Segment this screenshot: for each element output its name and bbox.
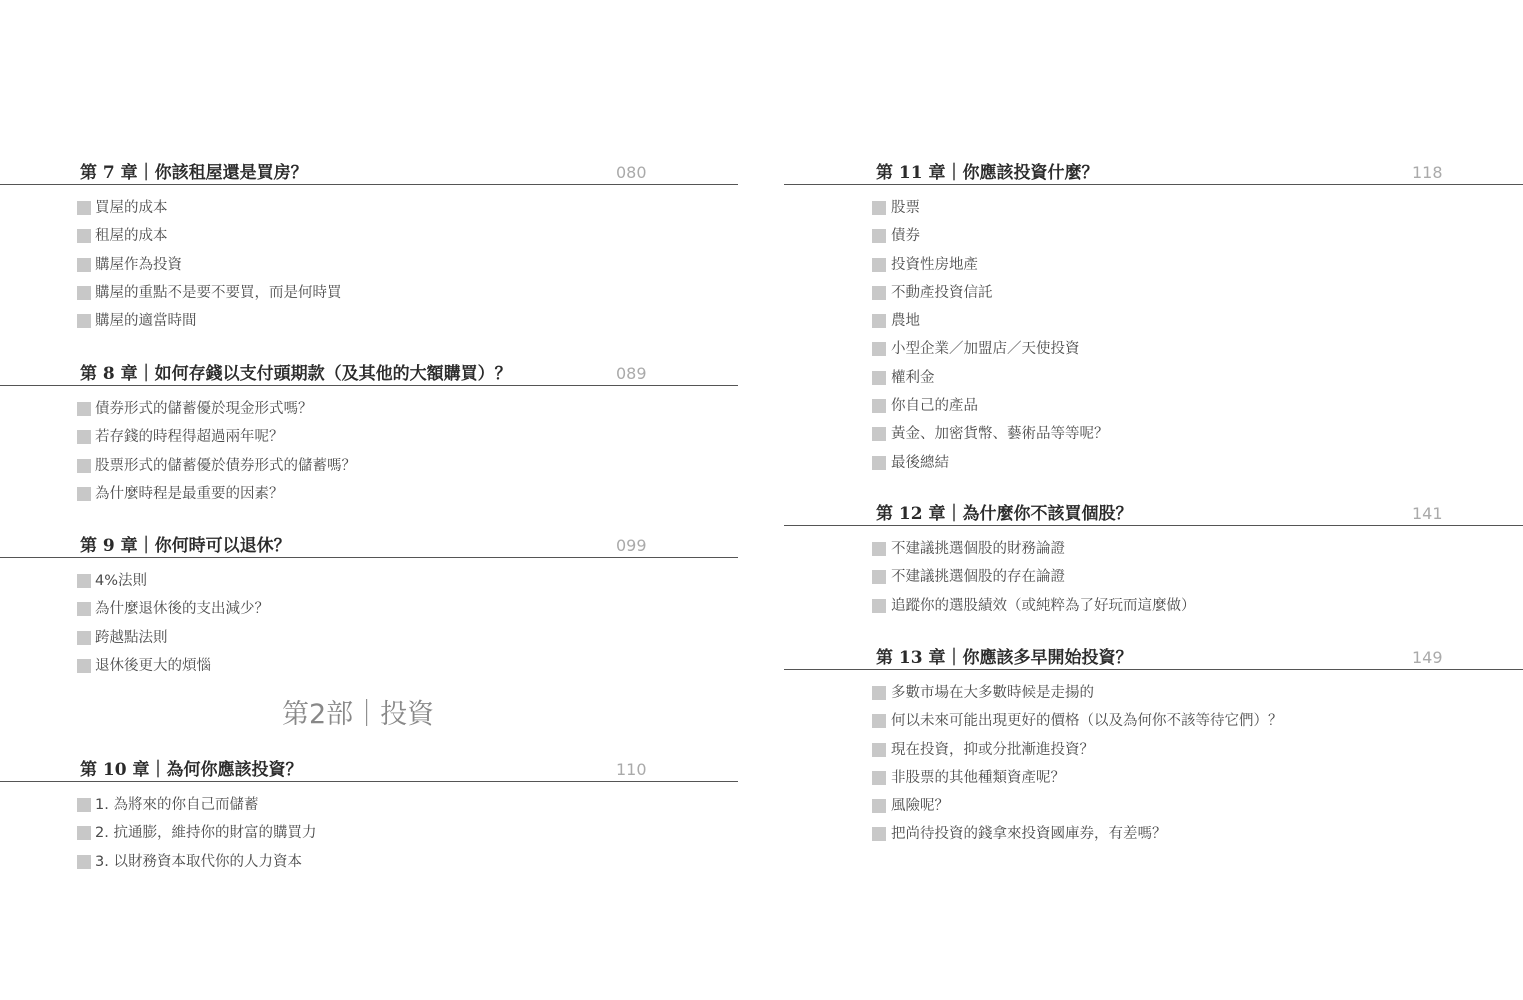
bullet-square-icon bbox=[872, 229, 886, 243]
list-item: 為什麼時程是最重要的因素？ bbox=[0, 480, 738, 508]
chapter-title: 第 8 章｜如何存錢以支付頭期款（及其他的大額購買）？ bbox=[80, 364, 512, 384]
list-item: 購屋作為投資 bbox=[0, 251, 738, 279]
section-list bbox=[784, 670, 1523, 849]
bullet-square-icon bbox=[77, 229, 91, 243]
list-item: 債券 bbox=[784, 222, 1523, 250]
bullet-square-icon bbox=[77, 602, 91, 616]
part-heading: 第2部｜投資 bbox=[282, 699, 435, 730]
bullet-square-icon bbox=[77, 487, 91, 501]
bullet-square-icon bbox=[872, 342, 886, 356]
chapter-13 bbox=[784, 639, 1523, 849]
list-item: 1. 為將來的你自己而儲蓄 bbox=[0, 791, 738, 819]
bullet-square-icon bbox=[77, 659, 91, 673]
bullet-square-icon bbox=[872, 714, 886, 728]
chapter-header bbox=[0, 355, 738, 386]
chapter-title: 第 11 章｜你應該投資什麼？ bbox=[876, 163, 1099, 183]
list-item: 跨越點法則 bbox=[0, 624, 738, 652]
chapter-8 bbox=[0, 355, 738, 508]
page-number: 141 bbox=[1412, 504, 1443, 523]
list-item: 4%法則 bbox=[0, 567, 738, 595]
list-item: 若存錢的時程得超過兩年呢？ bbox=[0, 423, 738, 451]
list-item: 現在投資，抑或分批漸進投資？ bbox=[784, 736, 1523, 764]
list-item: 最後總結 bbox=[784, 449, 1523, 477]
list-item: 何以未來可能出現更好的價格（以及為何你不該等待它們）？ bbox=[784, 707, 1523, 735]
bullet-square-icon bbox=[872, 456, 886, 470]
chapter-header bbox=[784, 154, 1523, 185]
list-item: 追蹤你的選股績效（或純粹為了好玩而這麼做） bbox=[784, 592, 1523, 620]
chapter-title: 第 12 章｜為什麼你不該買個股？ bbox=[876, 504, 1133, 524]
chapter-title: 第 10 章｜為何你應該投資？ bbox=[80, 760, 303, 780]
bullet-square-icon bbox=[77, 402, 91, 416]
list-item: 租屋的成本 bbox=[0, 222, 738, 250]
bullet-square-icon bbox=[77, 459, 91, 473]
page-number: 118 bbox=[1412, 163, 1443, 182]
list-item: 購屋的重點不是要不要買，而是何時買 bbox=[0, 279, 738, 307]
list-item: 2. 抗通膨，維持你的財富的購買力 bbox=[0, 819, 738, 847]
bullet-square-icon bbox=[872, 827, 886, 841]
section-list bbox=[0, 558, 738, 680]
bullet-square-icon bbox=[872, 599, 886, 613]
bullet-square-icon bbox=[872, 399, 886, 413]
list-item: 3. 以財務資本取代你的人力資本 bbox=[0, 848, 738, 876]
list-item: 農地 bbox=[784, 307, 1523, 335]
list-item: 股票 bbox=[784, 194, 1523, 222]
section-list bbox=[784, 526, 1523, 620]
page-number: 110 bbox=[616, 760, 647, 779]
bullet-square-icon bbox=[872, 771, 886, 785]
list-item: 購屋的適當時間 bbox=[0, 307, 738, 335]
list-item: 不建議挑選個股的存在論證 bbox=[784, 563, 1523, 591]
page-number: 080 bbox=[616, 163, 647, 182]
list-item: 把尚待投資的錢拿來投資國庫券，有差嗎？ bbox=[784, 820, 1523, 848]
chapter-header bbox=[784, 639, 1523, 670]
list-item: 退休後更大的煩惱 bbox=[0, 652, 738, 680]
chapter-header bbox=[784, 495, 1523, 526]
bullet-square-icon bbox=[77, 314, 91, 328]
list-item: 你自己的產品 bbox=[784, 392, 1523, 420]
list-item: 小型企業／加盟店／天使投資 bbox=[784, 335, 1523, 363]
bullet-square-icon bbox=[872, 258, 886, 272]
bullet-square-icon bbox=[872, 743, 886, 757]
list-item: 不建議挑選個股的財務論證 bbox=[784, 535, 1523, 563]
bullet-square-icon bbox=[77, 201, 91, 215]
section-list bbox=[0, 185, 738, 335]
page-number: 149 bbox=[1412, 648, 1443, 667]
section-list bbox=[0, 782, 738, 876]
bullet-square-icon bbox=[872, 542, 886, 556]
list-item: 為什麼退休後的支出減少？ bbox=[0, 595, 738, 623]
bullet-square-icon bbox=[872, 686, 886, 700]
bullet-square-icon bbox=[77, 430, 91, 444]
list-item: 權利金 bbox=[784, 364, 1523, 392]
list-item: 多數市場在大多數時候是走揚的 bbox=[784, 679, 1523, 707]
bullet-square-icon bbox=[872, 799, 886, 813]
left-page bbox=[0, 0, 738, 1000]
list-item: 不動產投資信託 bbox=[784, 279, 1523, 307]
chapter-header bbox=[0, 527, 738, 558]
chapter-title: 第 9 章｜你何時可以退休？ bbox=[80, 536, 291, 556]
bullet-square-icon bbox=[872, 201, 886, 215]
bullet-square-icon bbox=[77, 826, 91, 840]
section-list bbox=[0, 386, 738, 508]
chapter-header bbox=[0, 154, 738, 185]
bullet-square-icon bbox=[872, 314, 886, 328]
chapter-12 bbox=[784, 495, 1523, 620]
bullet-square-icon bbox=[77, 286, 91, 300]
list-item: 買屋的成本 bbox=[0, 194, 738, 222]
list-item: 投資性房地產 bbox=[784, 251, 1523, 279]
bullet-square-icon bbox=[872, 427, 886, 441]
chapter-header bbox=[0, 751, 738, 782]
chapter-9 bbox=[0, 527, 738, 680]
chapter-title: 第 7 章｜你該租屋還是買房？ bbox=[80, 163, 308, 183]
bullet-square-icon bbox=[77, 855, 91, 869]
bullet-square-icon bbox=[872, 570, 886, 584]
list-item: 非股票的其他種類資產呢？ bbox=[784, 764, 1523, 792]
right-page bbox=[784, 0, 1523, 1000]
page-number: 089 bbox=[616, 364, 647, 383]
section-list bbox=[784, 185, 1523, 477]
list-item: 風險呢？ bbox=[784, 792, 1523, 820]
bullet-square-icon bbox=[77, 258, 91, 272]
chapter-title: 第 13 章｜你應該多早開始投資？ bbox=[876, 648, 1133, 668]
bullet-square-icon bbox=[77, 798, 91, 812]
bullet-square-icon bbox=[77, 574, 91, 588]
chapter-7 bbox=[0, 154, 738, 335]
page-number: 099 bbox=[616, 536, 647, 555]
chapter-11 bbox=[784, 154, 1523, 477]
bullet-square-icon bbox=[872, 371, 886, 385]
list-item: 黃金、加密貨幣、藝術品等等呢？ bbox=[784, 420, 1523, 448]
list-item: 股票形式的儲蓄優於債券形式的儲蓄嗎？ bbox=[0, 452, 738, 480]
list-item: 債券形式的儲蓄優於現金形式嗎？ bbox=[0, 395, 738, 423]
bullet-square-icon bbox=[77, 631, 91, 645]
chapter-10 bbox=[0, 751, 738, 876]
bullet-square-icon bbox=[872, 286, 886, 300]
